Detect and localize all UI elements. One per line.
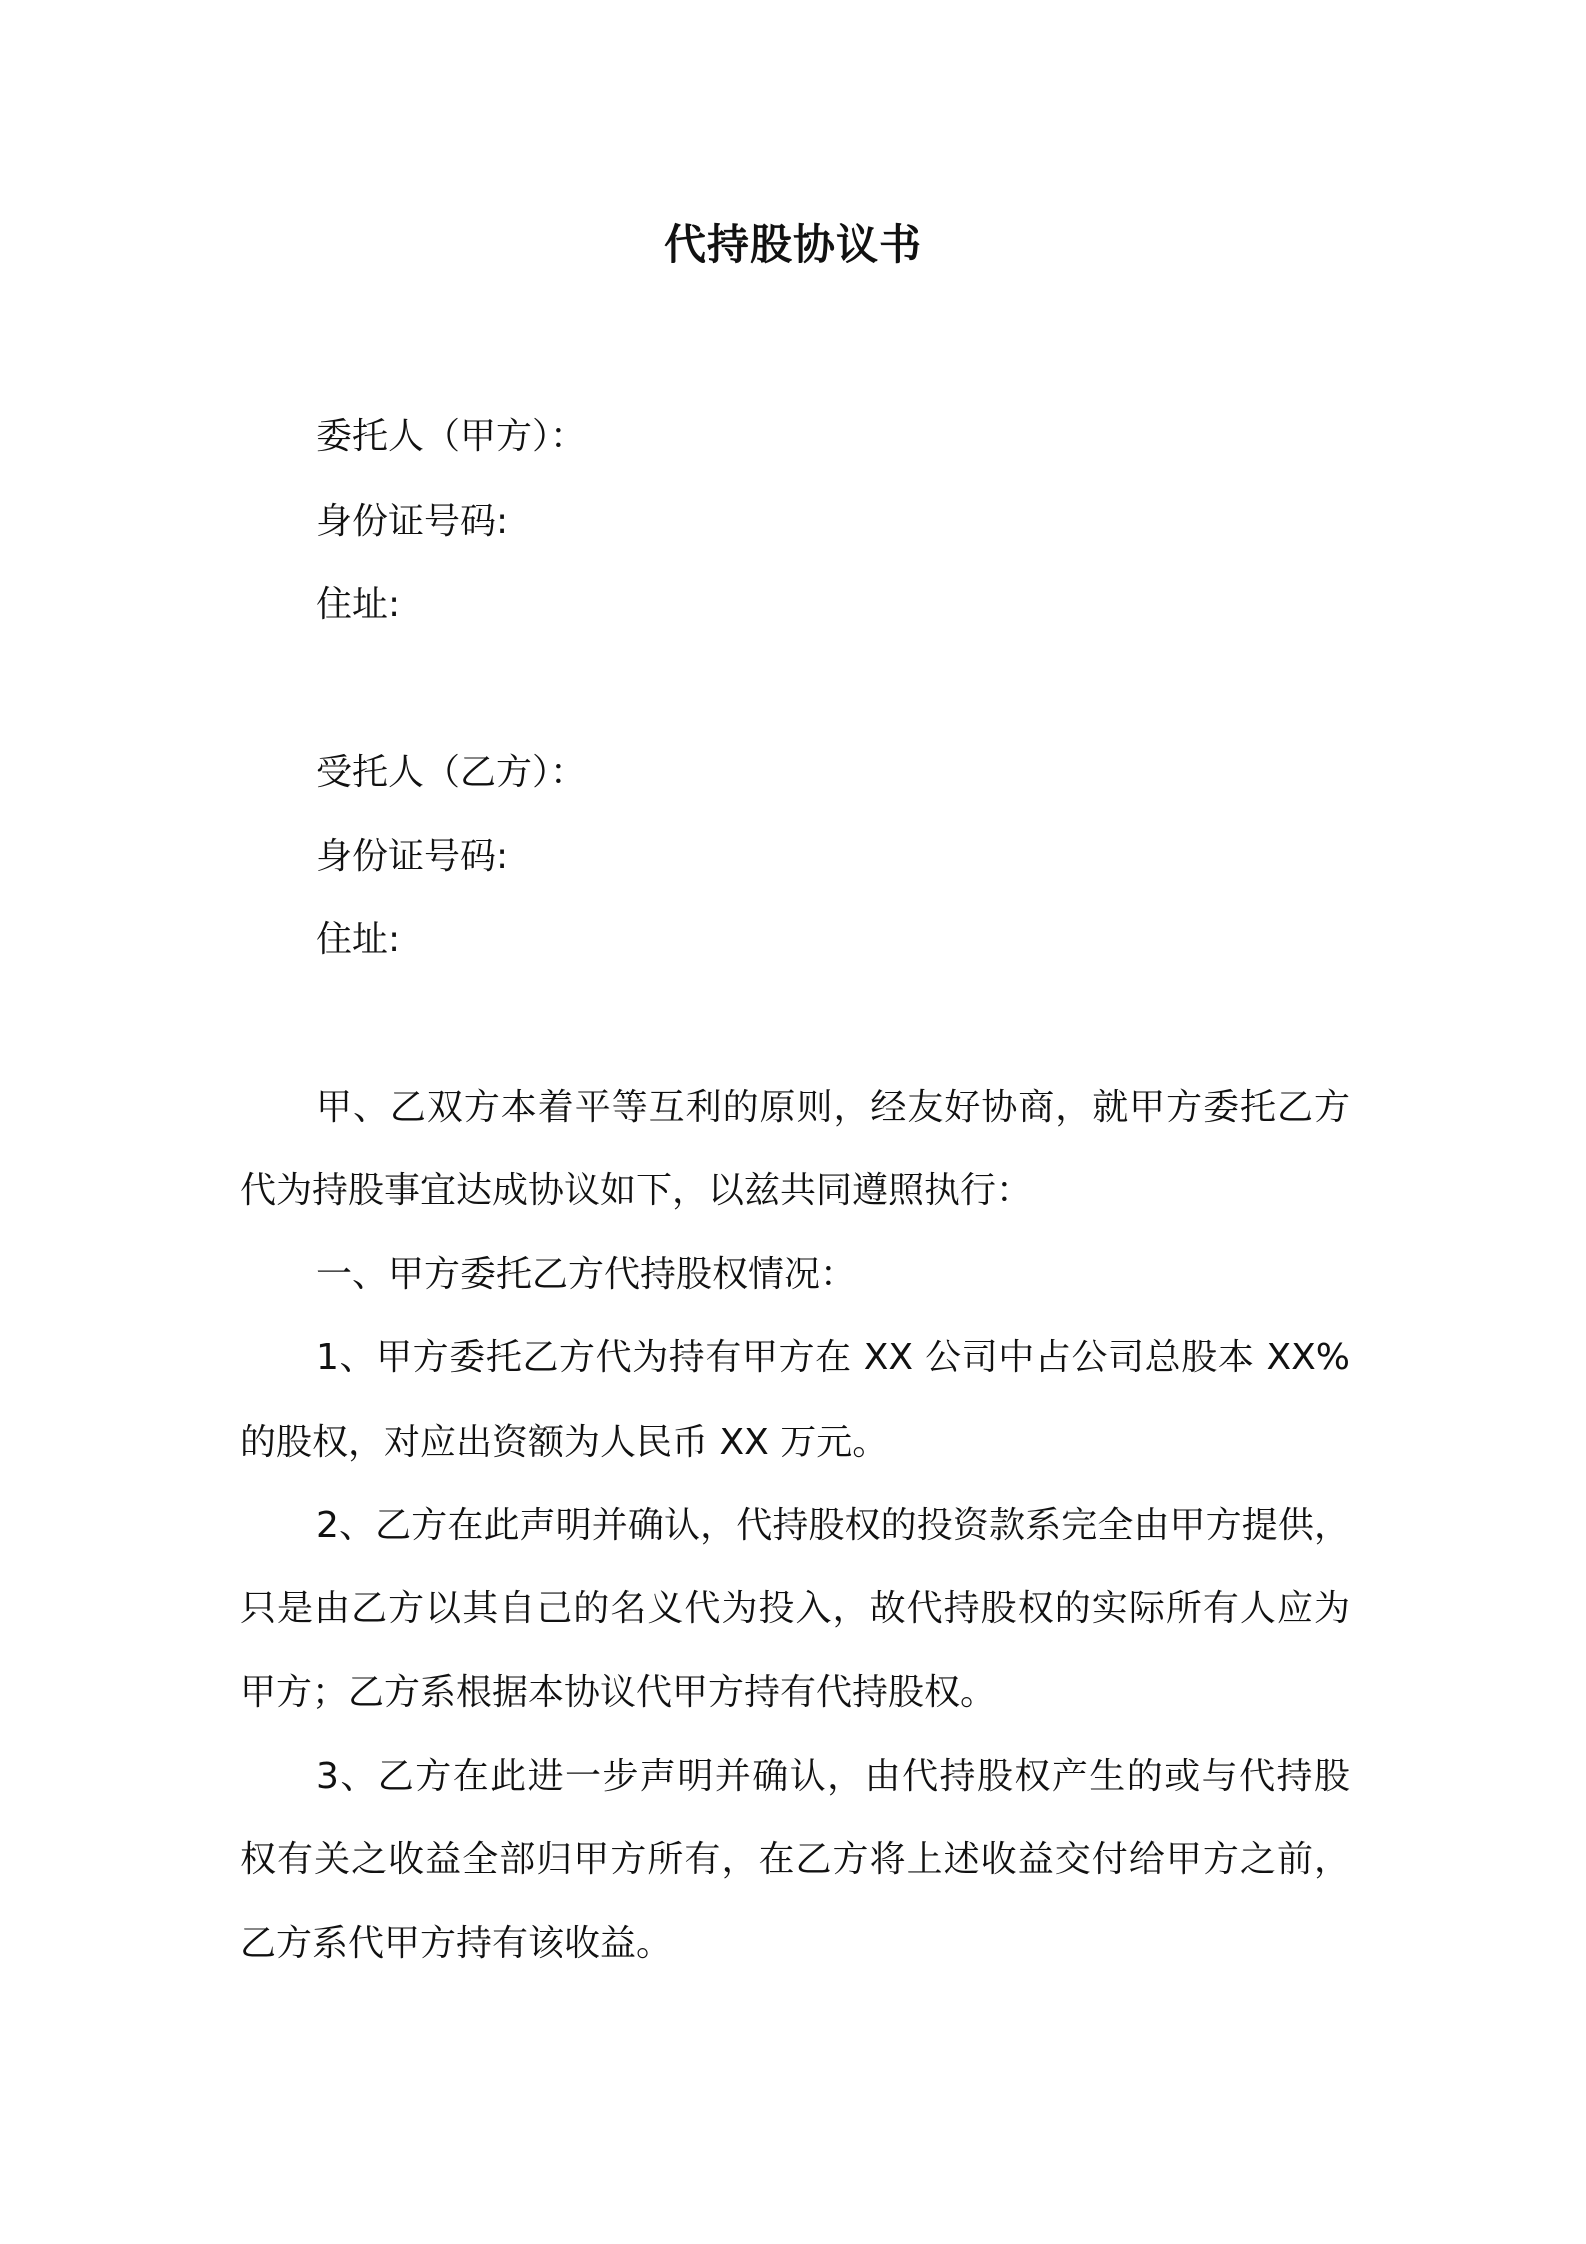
party-a-label: 委托人（甲方）： [316, 416, 587, 457]
section-1-heading: 一、甲方委托乙方代持股权情况： [316, 1254, 857, 1295]
clause-1-line-2: 的股权，对应出资额为人民币 XX 万元。 [240, 1422, 889, 1463]
clause-2-line-3: 甲方；乙方系根据本协议代甲方持有代持股权。 [240, 1672, 997, 1713]
preamble-line-2: 代为持股事宜达成协议如下，以兹共同遵照执行： [240, 1170, 1033, 1211]
party-a-id-label: 身份证号码: [316, 501, 509, 542]
clause-3-line-1: 3、乙方在此进一步声明并确认，由代持股权产生的或与代持股 [316, 1756, 1350, 1797]
clause-3-line-3: 乙方系代甲方持有该收益。 [240, 1923, 673, 1964]
clause-1-line-1: 1、甲方委托乙方代为持有甲方在 XX 公司中占公司总股本 XX% [316, 1337, 1350, 1378]
clause-2-line-2: 只是由乙方以其自己的名义代为投入，故代持股权的实际所有人应为 [240, 1588, 1350, 1629]
clause-2-line-1: 2、乙方在此声明并确认，代持股权的投资款系完全由甲方提供， [316, 1505, 1350, 1546]
party-b-id-label: 身份证号码: [316, 836, 509, 877]
party-b-address-label: 住址: [316, 919, 401, 960]
party-a-address-label: 住址: [316, 584, 401, 625]
clause-3-line-2: 权有关之收益全部归甲方所有，在乙方将上述收益交付给甲方之前， [240, 1839, 1350, 1880]
preamble-line-1: 甲、乙双方本着平等互利的原则，经友好协商，就甲方委托乙方 [316, 1087, 1350, 1128]
document-title: 代持股协议书 [663, 220, 922, 269]
party-b-label: 受托人（乙方）： [316, 752, 587, 793]
